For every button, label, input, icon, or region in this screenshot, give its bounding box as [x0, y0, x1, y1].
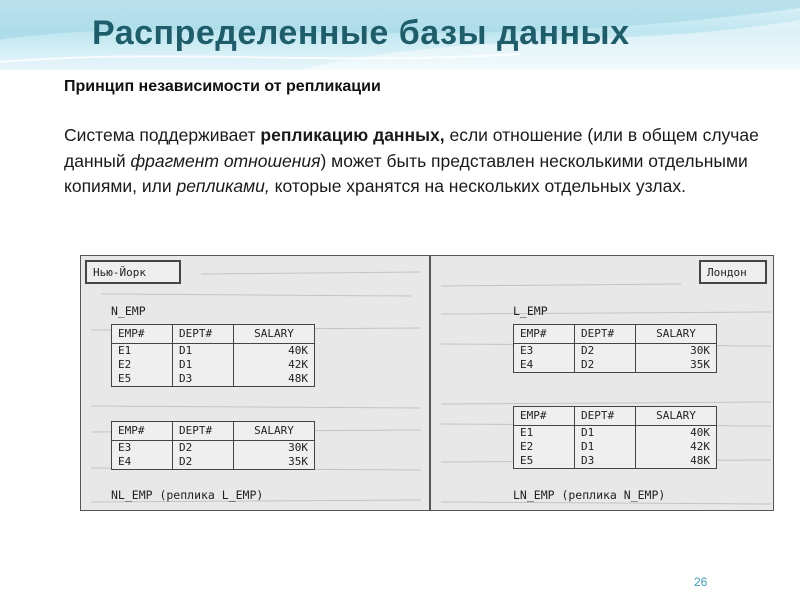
paragraph-italic: репликами,: [176, 176, 270, 196]
column-header-salary: SALARY: [234, 422, 315, 441]
paragraph-bold: репликацию данных,: [260, 125, 445, 145]
cell-salary: 30K: [288, 441, 308, 454]
column-header-dept: DEPT#: [173, 422, 234, 441]
cell-emp: E3: [118, 441, 132, 454]
cell-dept: D1: [179, 344, 193, 357]
column-header-emp: EMP#: [514, 407, 575, 426]
replication-figure: [80, 255, 774, 511]
cell-salary: 40K: [690, 426, 710, 439]
cell-salary: 40K: [288, 344, 308, 357]
site-label-new-york: Нью-Йорк: [85, 260, 181, 284]
slide-title: Распределенные базы данных: [92, 14, 630, 52]
cell-dept: D2: [179, 441, 193, 454]
site-label-london: Лондон: [699, 260, 767, 284]
column-header-dept: DEPT#: [575, 325, 636, 344]
table-row: [514, 344, 717, 373]
cell-emp: E5: [520, 454, 534, 467]
table-row: [514, 426, 717, 469]
cell-emp: E4: [520, 358, 534, 371]
cell-dept: D2: [581, 344, 595, 357]
table-l-emp: [513, 324, 717, 373]
paragraph-part: Система поддерживает: [64, 125, 261, 145]
cell-dept: D1: [179, 358, 193, 371]
cell-emp: E2: [520, 440, 534, 453]
table-n-emp: [111, 324, 315, 387]
cell-emp: E2: [118, 358, 132, 371]
cell-emp: E5: [118, 372, 132, 385]
table-nl-emp: [111, 421, 315, 470]
site-divider: [429, 256, 431, 511]
table-row: [112, 344, 315, 387]
paragraph-part: ) может быть представлен несколькими отдельными копиями, или: [64, 150, 748, 196]
slide-subtitle: Принцип независимости от репликации: [64, 78, 381, 95]
table-ln-emp: [513, 406, 717, 469]
relation-name-nl-emp: NL_EMP (реплика L_EMP): [111, 488, 264, 502]
cell-dept: D2: [581, 358, 595, 371]
cell-dept: D3: [179, 372, 193, 385]
column-header-dept: DEPT#: [575, 407, 636, 426]
cell-salary: 42K: [690, 440, 710, 453]
cell-dept: D1: [581, 426, 595, 439]
relation-name-n-emp: N_EMP: [111, 304, 146, 318]
relation-name-l-emp: L_EMP: [513, 304, 548, 318]
cell-salary: 42K: [288, 358, 308, 371]
cell-emp: E3: [520, 344, 534, 357]
cell-salary: 48K: [288, 372, 308, 385]
column-header-salary: SALARY: [234, 325, 315, 344]
column-header-emp: EMP#: [112, 422, 173, 441]
cell-dept: D2: [179, 455, 193, 468]
paragraph-italic: фрагмент отношения: [130, 150, 321, 171]
column-header-emp: EMP#: [112, 325, 173, 344]
paragraph-part: которые хранятся на нескольких отдельных узлах.: [269, 176, 686, 196]
cell-emp: E4: [118, 455, 132, 468]
cell-dept: D1: [581, 440, 595, 453]
paragraph-part: если отношение (или в общем случае данный: [64, 125, 759, 171]
cell-salary: 48K: [690, 454, 710, 467]
column-header-salary: SALARY: [636, 325, 717, 344]
cell-salary: 30K: [690, 344, 710, 357]
page-number: 26: [694, 575, 708, 589]
cell-emp: E1: [520, 426, 534, 439]
table-row: [112, 441, 315, 470]
cell-emp: E1: [118, 344, 132, 357]
column-header-dept: DEPT#: [173, 325, 234, 344]
cell-salary: 35K: [690, 358, 710, 371]
cell-dept: D3: [581, 454, 595, 467]
column-header-emp: EMP#: [514, 325, 575, 344]
relation-name-ln-emp: LN_EMP (реплика N_EMP): [513, 488, 666, 502]
body-paragraph: [64, 123, 764, 200]
cell-salary: 35K: [288, 455, 308, 468]
column-header-salary: SALARY: [636, 407, 717, 426]
